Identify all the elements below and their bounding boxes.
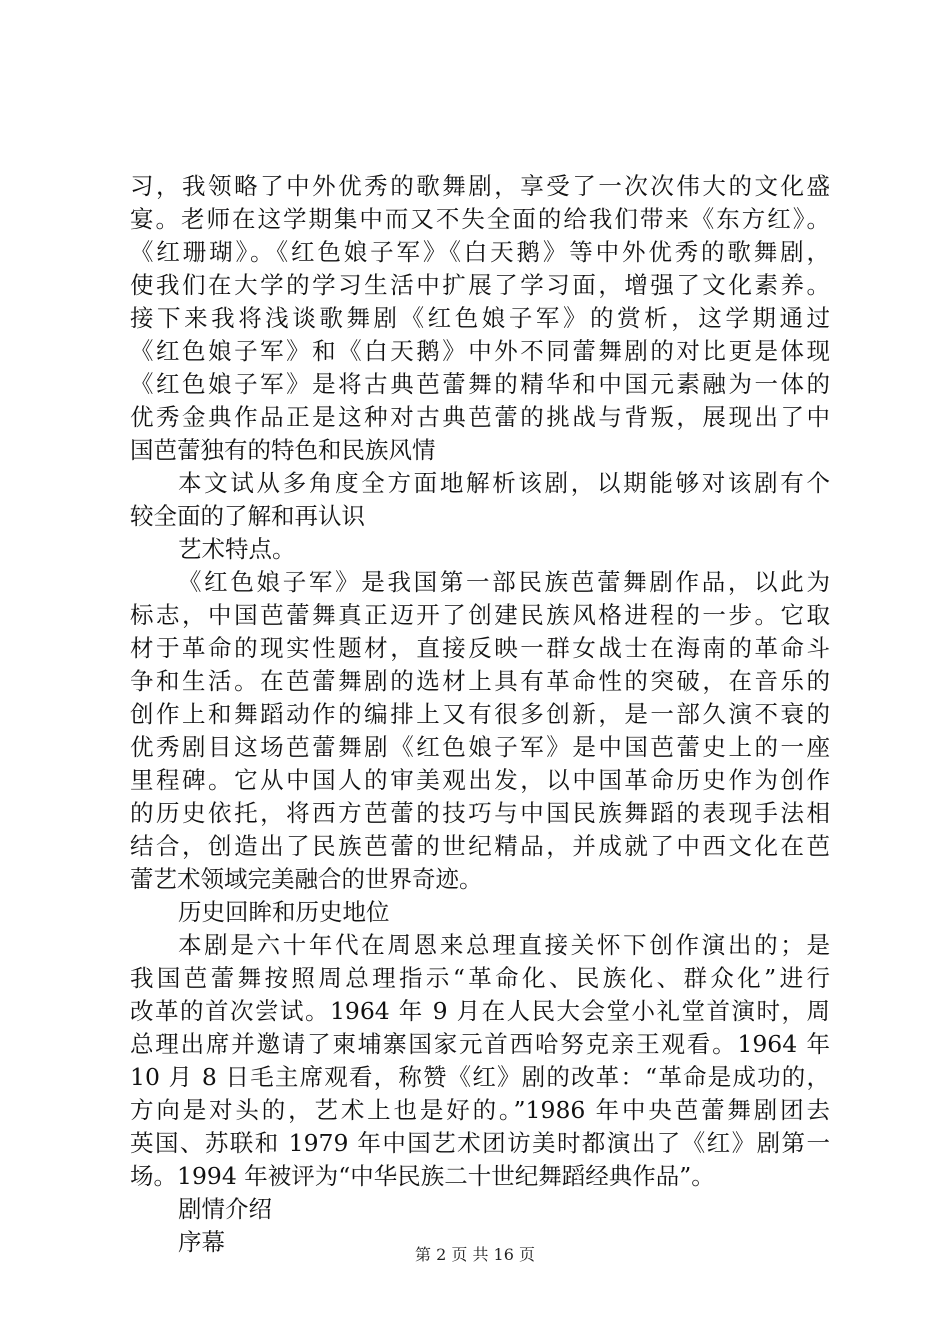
- text-line: 序幕: [178, 1228, 225, 1256]
- text-line: 《红色娘子军》和《白天鹅》中外不同蕾舞剧的对比更是体现: [130, 337, 830, 365]
- text-line: 《红色娘子军》是我国第一部民族芭蕾舞剧作品，以此为: [178, 568, 830, 596]
- text-line: 国芭蕾独有的特色和民族风情: [130, 436, 436, 464]
- document-body: [130, 170, 830, 1259]
- text-line: 习，我领略了中外优秀的歌舞剧，享受了一次次伟大的文化盛: [130, 172, 830, 200]
- text-line: 创作上和舞蹈动作的编排上又有很多创新，是一部久演不衰的: [130, 700, 830, 728]
- text-line: 宴。老师在这学期集中而又不失全面的给我们带来《东方红》。: [130, 205, 830, 233]
- text-line: 方向是对头的，艺术上也是好的。”1986 年中央芭蕾舞剧团去: [130, 1096, 830, 1124]
- text-line: 争和生活。在芭蕾舞剧的选材上具有革命性的突破，在音乐的: [130, 667, 830, 695]
- text-line: 10 月 8 日毛主席观看，称赞《红》剧的改革：“革命是成功的，: [130, 1063, 830, 1091]
- text-line: 里程碑。它从中国人的审美观出发，以中国革命历史作为创作: [130, 766, 830, 794]
- text-line: 本文试从多角度全方面地解析该剧，以期能够对该剧有个: [178, 469, 830, 497]
- text-line: 结合，创造出了民族芭蕾的世纪精品，并成就了中西文化在芭: [130, 832, 830, 860]
- text-line: 英国、苏联和 1979 年中国艺术团访美时都演出了《红》剧第一: [130, 1129, 830, 1157]
- text-line: 本剧是六十年代在周恩来总理直接关怀下创作演出的；是: [178, 931, 830, 959]
- text-line: 材于革命的现实性题材，直接反映一群女战士在海南的革命斗: [130, 634, 830, 662]
- text-line: 优秀剧目这场芭蕾舞剧《红色娘子军》是中国芭蕾史上的一座: [130, 733, 830, 761]
- text-line: 使我们在大学的学习生活中扩展了学习面，增强了文化素养。: [130, 271, 830, 299]
- text-line: 较全面的了解和再认识: [130, 502, 365, 530]
- text-line: 总理出席并邀请了柬埔寨国家元首西哈努克亲王观看。1964 年: [130, 1030, 830, 1058]
- text-line: 场。1994 年被评为“中华民族二十世纪舞蹈经典作品”。: [130, 1162, 715, 1190]
- text-line: 改革的首次尝试。1964 年 9 月在人民大会堂小礼堂首演时，周: [130, 997, 830, 1025]
- text-line: 我国芭蕾舞按照周总理指示“革命化、民族化、群众化”进行: [130, 964, 830, 992]
- text-line: 接下来我将浅谈歌舞剧《红色娘子军》的赏析，这学期通过: [130, 304, 830, 332]
- text-line: 蕾艺术领域完美融合的世界奇迹。: [130, 865, 483, 893]
- text-line: 历史回眸和历史地位: [178, 898, 390, 926]
- text-line: 优秀金典作品正是这种对古典芭蕾的挑战与背叛，展现出了中: [130, 403, 830, 431]
- text-line: 《红珊瑚》。《红色娘子军》《白天鹅》等中外优秀的歌舞剧，: [130, 238, 830, 266]
- text-line: 的历史依托，将西方芭蕾的技巧与中国民族舞蹈的表现手法相: [130, 799, 830, 827]
- text-line: 《红色娘子军》是将古典芭蕾舞的精华和中国元素融为一体的: [130, 370, 830, 398]
- text-line: 艺术特点。: [178, 535, 296, 563]
- text-line: 标志，中国芭蕾舞真正迈开了创建民族风格进程的一步。它取: [130, 601, 830, 629]
- page-footer: 第 2 页 共 16 页: [415, 1245, 535, 1264]
- text-line: 剧情介绍: [178, 1195, 272, 1223]
